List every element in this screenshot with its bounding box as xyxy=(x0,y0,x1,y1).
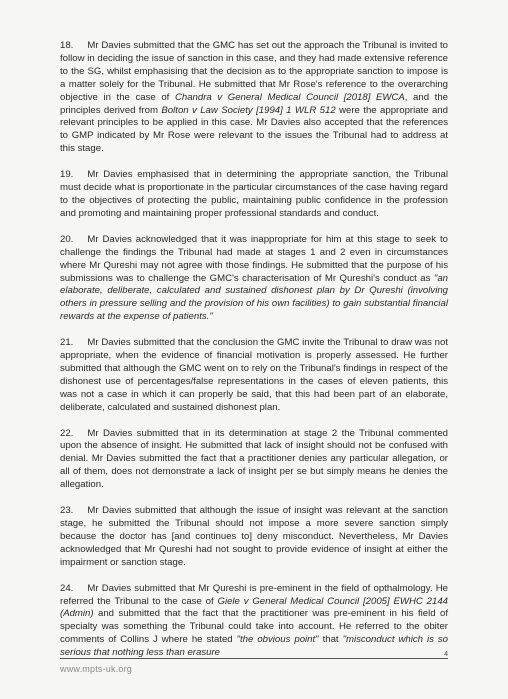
paragraph-text: and submitted that the fact that the practitioner was pre-eminent in his field of specialty was something the Tribunal could take into account. He referred to the obiter comments of Collins J where he stated xyxy=(60,608,448,646)
citation-text: Chandra v General Medical Council [2018] EWCA xyxy=(174,91,405,103)
paragraph-text: that xyxy=(318,634,343,646)
paragraph-20 xyxy=(60,234,448,324)
paragraph-number: 19. xyxy=(60,169,74,181)
paragraph-21 xyxy=(60,337,448,414)
paragraph-number: 21. xyxy=(60,337,74,349)
paragraph-number: 18. xyxy=(60,40,74,51)
paragraph-text: Mr Davies submitted that although the issue of insight was relevant at the sanction stage, he submitted the Tribunal should not impose a more severe sanction simply because the doctor has [and continues to] deny misconduct. Nevertheless, Mr Davies acknowledged that Mr Qureshi had not sought to provide evidence of insight at either the impairment or sanction stage. xyxy=(60,505,448,568)
paragraph-text: Mr Davies submitted that Mr Qureshi is pre-eminent in the field of opthalmology. He referred the Tribunal to the case of xyxy=(60,582,448,607)
paragraph-number: 24. xyxy=(60,582,74,594)
paragraph-text: Mr Davies emphasised that in determining the appropriate sanction, the Tribunal must decide what is proportionate in the particular circumstances of the case having regard to the objectives of protecting the public, maintaining public confidence in the profession and promoting and maintaining proper professional standards and conduct. xyxy=(60,169,448,219)
citation-text: Giele v General Medical Council [2005] EWHC 2144 (Admin) xyxy=(60,595,448,620)
paragraph-number: 20. xyxy=(60,233,74,245)
page-footer xyxy=(60,651,448,674)
paragraph-22 xyxy=(60,428,448,493)
paragraph-text: Mr Davies submitted that the conclusion the GMC invite the Tribunal to draw was not appropriate, when the evidence of financial motivation is properly assessed. He further submitted that although the GMC went on to rely on the Tribunal's findings in respect of the dishonest use of percentages/false representations in the cases of eleven patients, this was not a case in which it can properly be said, that this had been part of an elaborate, deliberate, calculated and sustained dishonest plan. xyxy=(60,337,448,413)
page-number: 4 xyxy=(444,651,448,658)
paragraph-text: Mr Davies submitted that in its determination at stage 2 the Tribunal commented upon the absence of insight. He submitted that lack of insight should not be confused with denial. Mr Davies submitted the fact that a practitioner denies any particular allegation, or all of them, does not demonstrate a lack of insight per se but simply means he denies the allegation. xyxy=(60,427,448,491)
citation-text: "an elaborate, deliberate, calculated and sustained dishonest plan by Dr Qureshi (involving others in pressure selling and the provision of his own facilities) to gain substantial financial rewards at the expense of patients." xyxy=(60,272,448,323)
paragraph-23 xyxy=(60,505,448,570)
paragraph-text: Mr Davies submitted that the GMC has set out the approach the Tribunal is invited to follow in deciding the issue of sanction in this case, and they had made extensive reference to the SG, whilst emphasising that the decision as to the appropriate sanction to impose is a matter solely for the Tribunal. He submitted that Mr Rose's reference to the overarching objective in the case of xyxy=(60,40,448,103)
footer-url: www.mpts-uk.org xyxy=(60,664,133,674)
citation-text: "the obvious point" xyxy=(236,634,319,646)
paragraph-text: , and the principles derived from xyxy=(60,91,448,116)
paragraph-18 xyxy=(60,40,448,156)
paragraph-number: 23. xyxy=(60,505,74,517)
paragraph-19 xyxy=(60,169,448,221)
paragraph-text: were the appropriate and relevant principles to be applied in this case. Mr Davies also accepted that the references to GMP indicated by Mr Rose were relevant to the issues the Tribunal had to address at this stage. xyxy=(60,104,448,155)
paragraph-24 xyxy=(60,583,448,660)
paragraph-number: 22. xyxy=(60,427,74,439)
citation-text: "misconduct which is so serious that nothing less than erasure xyxy=(60,634,449,659)
citation-text: Bolton v Law Society [1994] 1 WLR 512 xyxy=(161,104,336,116)
document-body xyxy=(60,40,448,673)
paragraph-text: Mr Davies acknowledged that it was inappropriate for him at this stage to seek to challenge the findings the Tribunal had made at stages 1 and 2 even in circumstances where Mr Qureshi may not agree with those findings. He submitted that the purpose of his submissions was to challenge the GMC's characterisation of Mr Qureshi's conduct as xyxy=(60,233,448,284)
